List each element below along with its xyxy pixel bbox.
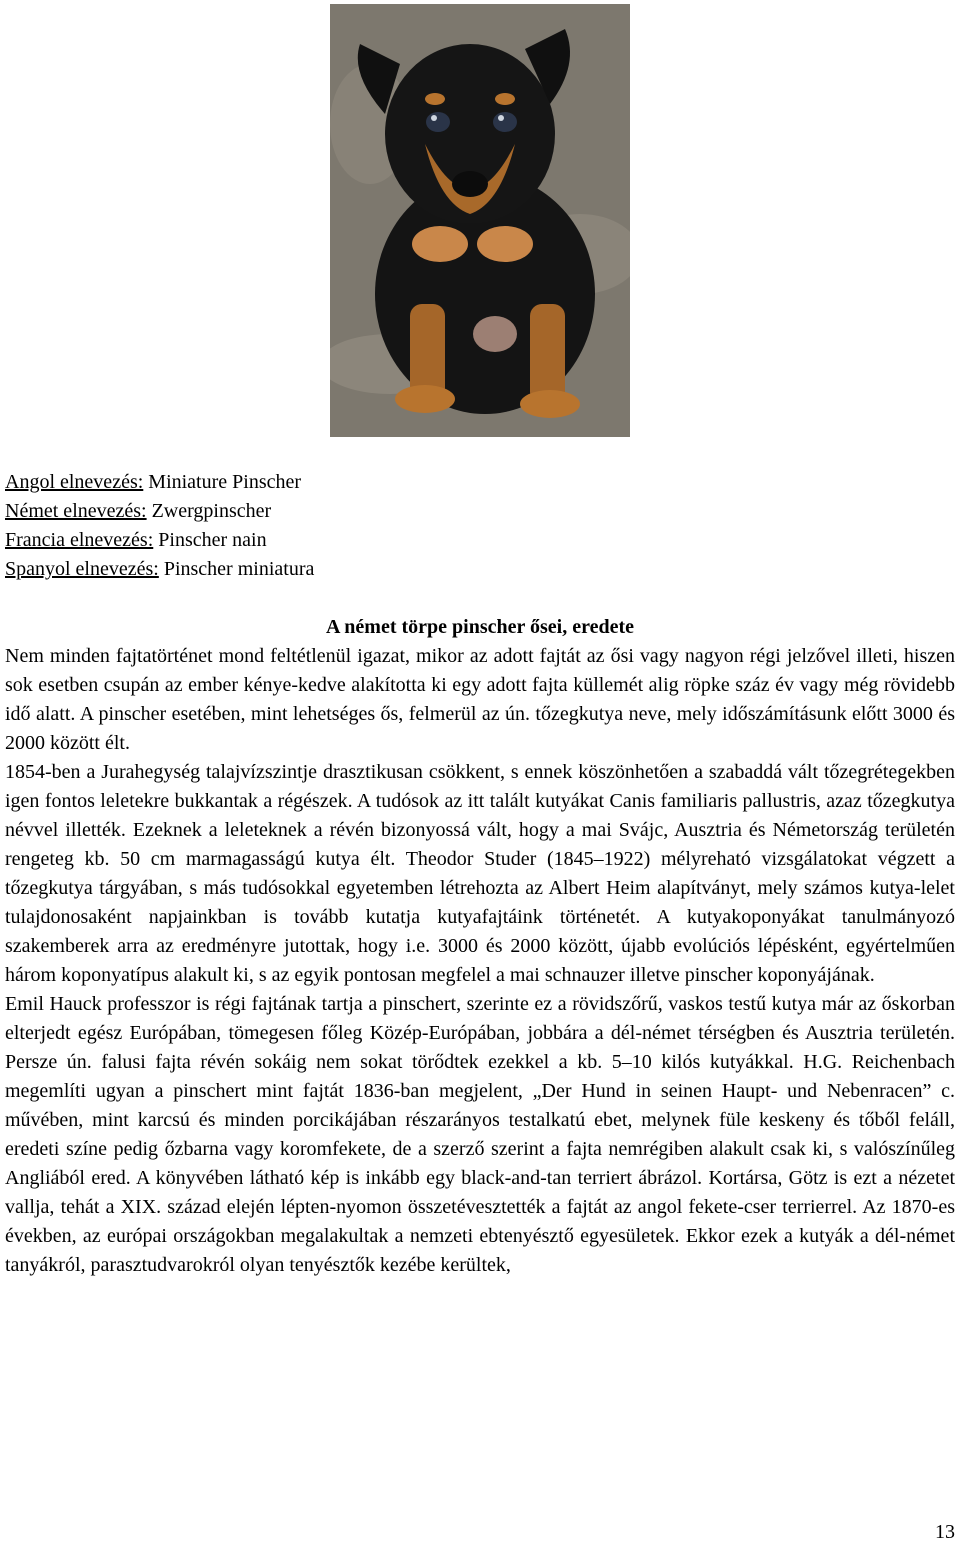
section-heading: A német törpe pinscher ősei, eredete	[325, 616, 635, 638]
breed-names	[5, 468, 314, 584]
name-value: Pinscher miniatura	[158, 558, 315, 580]
paragraph: Emil Hauck professzor is régi fajtának tartja a pinschert, szerinte ez a rövidszőrű, vaskos testű kutya már az őskorban elterjedt egész Európában, tömegesen főleg Közép-Európában, jobbára a dél-német térségben és Ausztria területén. Persze ún. falusi fajta révén sokáig nem sokat törődtek ezekkel a kb. 5–10 kilós kutyákkal. H.G. Reichenbach megemlíti ugyan a pinschert mint fajtát 1836-ban megjelent, „Der Hund in seinen Haupt- und Nebenracen” c. művében, mint karcsú és minden porcikájában részarányos testalkatú ebet, melynek füle keskeny és tőből feláll, eredeti színe pedig őzbarna vagy koromfekete, de a szerző szerint a fajta nemrégiben alakult csak ki, s valószínűleg Angliából ered. A könyvében látható kép is inkább egy black-and-tan terriert ábrázol. Kortársa, Götz is ezt a nézetet vallja, tehát a XIX. század elején lépten-nyomon összetévesztették a fajtát az angol fekete-cser terrierrel. Az 1870-es években, az európai országokban megalakultak a nemzeti ebtenyésztő egyesületek. Ekkor ezek a kutyák a dél-német tanyákról, parasztudvarokról olyan tenyésztők kezébe kerültek,	[5, 993, 955, 1276]
body-text	[5, 642, 955, 1280]
name-row	[5, 497, 314, 526]
name-value: Pinscher nain	[153, 529, 267, 551]
puppy-illustration	[330, 4, 630, 437]
name-label: Spanyol elnevezés:	[5, 558, 159, 580]
name-value: Zwergpinscher	[146, 500, 272, 522]
name-row	[5, 468, 314, 497]
name-row	[5, 526, 314, 555]
paragraph: 1854-ben a Jurahegység talajvízszintje drasztikusan csökkent, s ennek köszönhetően a szabaddá vált tőzegrétegekben igen fontos leletekre bukkantak a régészek. A tudósok az itt talált kutyákat Canis familiaris pallustris, azaz tőzegkutya névvel illették. Ezeknek a leleteknek a révén bizonyossá vált, hogy a mai Svájc, Ausztria és Németország területén rengeteg kb. 50 cm marmagasságú kutya élt. Theodor Studer (1845–1922) mélyreható vizsgálatokat végzett a tőzegkutya tárgyában, s más tudósokkal egyetemben létrehozta az Albert Heim alapítványt, mely számos kutya-lelet tulajdonosaként napjainkban is tovább kutatja kutyafajtáink történetét. A kutyakoponyákat tanulmányozó szakemberek arra az eredményre jutottak, hogy i.e. 3000 és 2000 között, újabb evolúciós lépésként, egyértelműen három koponyatípus alakult ki, s az egyik pontosan megfelel a mai schnauzer illetve pinscher koponyájának.	[5, 761, 955, 986]
page-number: 13	[935, 1521, 955, 1543]
name-label: Francia elnevezés:	[5, 529, 154, 551]
name-label: Német elnevezés:	[5, 500, 147, 522]
paragraph: Nem minden fajtatörténet mond feltétlenül igazat, mikor az adott fajtát az ősi vagy nagyon régi jelzővel illeti, hiszen sok esetben csupán az ember kénye-kedve alakította ki egy adott fajta küllemét alig röpke száz év vagy még rövidebb idő alatt. A pinscher esetében, mint lehetséges ős, felmerül az ún. tőzegkutya neve, mely időszámításunk előtt 3000 és 2000 között élt.	[5, 645, 955, 754]
name-row	[5, 555, 314, 584]
puppy-photo	[330, 4, 630, 437]
name-label: Angol elnevezés:	[5, 471, 144, 493]
name-value: Miniature Pinscher	[143, 471, 302, 493]
